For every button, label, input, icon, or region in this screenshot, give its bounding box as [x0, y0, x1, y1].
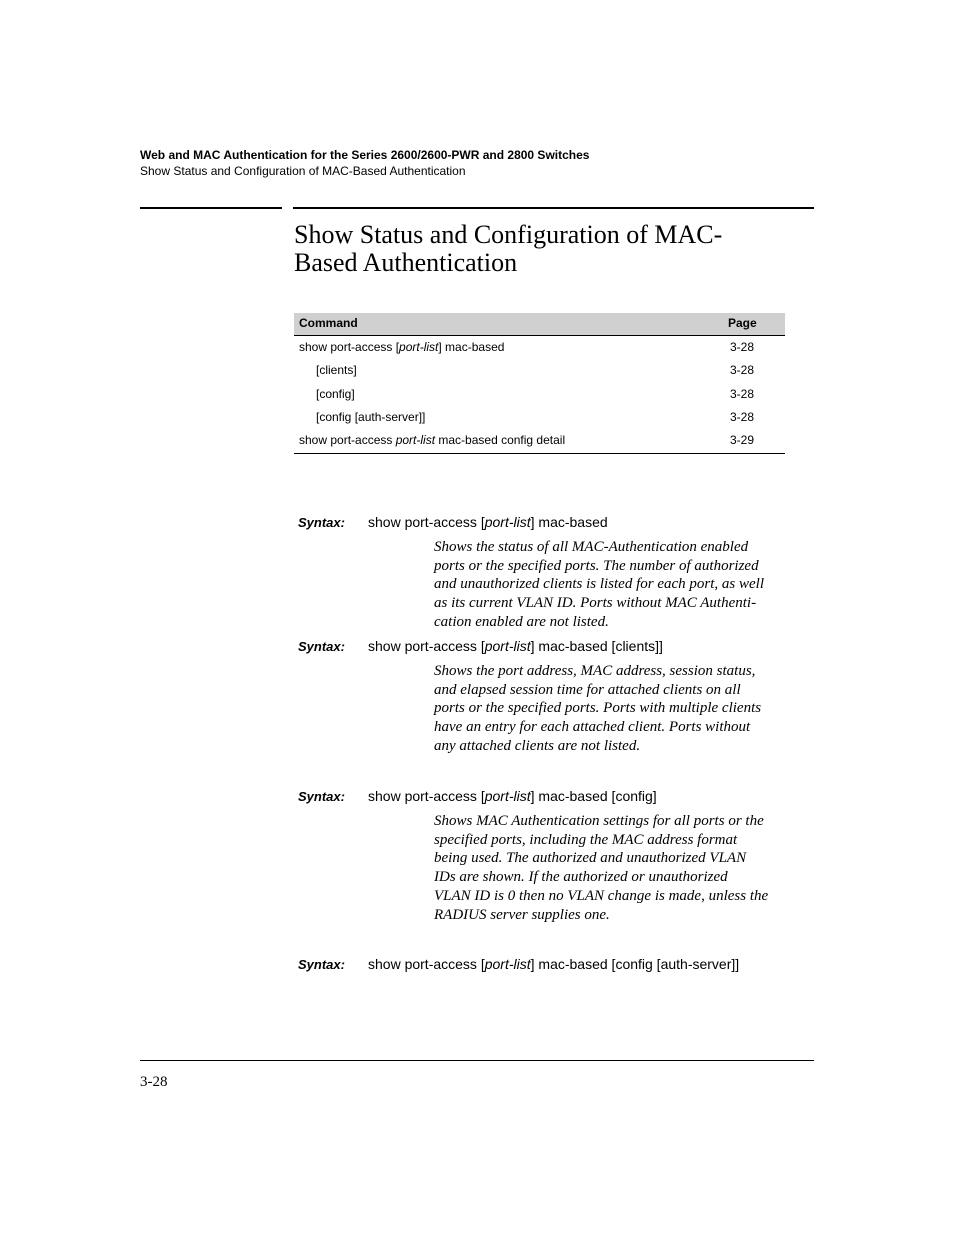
syntax-description: Shows the port address, MAC address, session status, and elapsed session time for attached clients on all ports or the specified ports. Ports with multiple clients have an entry for each attached client. Ports without any attached clients are not listed.	[434, 663, 762, 754]
command-table-header	[294, 313, 785, 336]
page-cell: 3-28	[730, 340, 755, 354]
header-rule-right	[293, 207, 814, 209]
table-row	[294, 383, 785, 406]
table-bottom-rule	[294, 453, 785, 454]
syntax-label: Syntax:	[298, 789, 345, 804]
command-cell: [clients]	[316, 363, 357, 378]
syntax-label: Syntax:	[298, 957, 345, 972]
running-header-title: Web and MAC Authentication for the Series 2600/2600-PWR and 2800 Switches	[140, 148, 590, 162]
running-header-subtitle: Show Status and Configuration of MAC-Based Authentication	[140, 164, 466, 178]
syntax-description: Shows MAC Authentication settings for all ports or the specified ports, including the MAC address format being used. The authorized and unauthorized VLAN IDs are shown. If the authorized or unauthorized VLAN ID is 0 then no VLAN change is made, unless the RADIUS server supplies one.	[434, 813, 769, 923]
syntax-command: show port-access [port-list] mac-based [clients]]	[368, 638, 663, 654]
syntax-label: Syntax:	[298, 515, 345, 530]
syntax-command: show port-access [port-list] mac-based [config]	[368, 788, 657, 804]
header-rule-left	[140, 207, 282, 209]
section-title-line-1: Show Status and Configuration of MAC-	[294, 220, 723, 249]
command-cell: [config [auth-server]]	[316, 409, 426, 424]
page-cell: 3-28	[730, 386, 755, 401]
section-title	[294, 221, 814, 277]
command-cell: show port-access port-list mac-based config detail	[299, 433, 566, 448]
syntax-label: Syntax:	[298, 639, 345, 654]
column-header-command: Command	[299, 316, 358, 330]
syntax-command: show port-access [port-list] mac-based	[368, 514, 608, 530]
table-row	[294, 429, 785, 452]
syntax-command: show port-access [port-list] mac-based [config [auth-server]]	[368, 956, 740, 972]
command-cell: [config]	[316, 386, 355, 401]
page-cell: 3-28	[730, 363, 755, 378]
table-row	[294, 336, 785, 359]
footer-rule	[140, 1060, 814, 1061]
syntax-description: Shows the status of all MAC-Authentication enabled ports or the specified ports. The number of authorized and unauthorized clients is listed for each port, as well as its current VLAN ID. Ports without MAC Authenti- cation enabled are not listed.	[434, 539, 764, 630]
page-number: 3-28	[140, 1074, 168, 1090]
page-cell: 3-28	[730, 409, 755, 424]
column-header-page: Page	[728, 316, 757, 330]
table-row	[294, 406, 785, 429]
command-table	[294, 313, 785, 454]
table-row	[294, 359, 785, 382]
page-cell: 3-29	[730, 433, 755, 448]
command-cell: show port-access [port-list] mac-based	[299, 340, 505, 354]
section-title-line-2: Based Authentication	[294, 248, 518, 277]
